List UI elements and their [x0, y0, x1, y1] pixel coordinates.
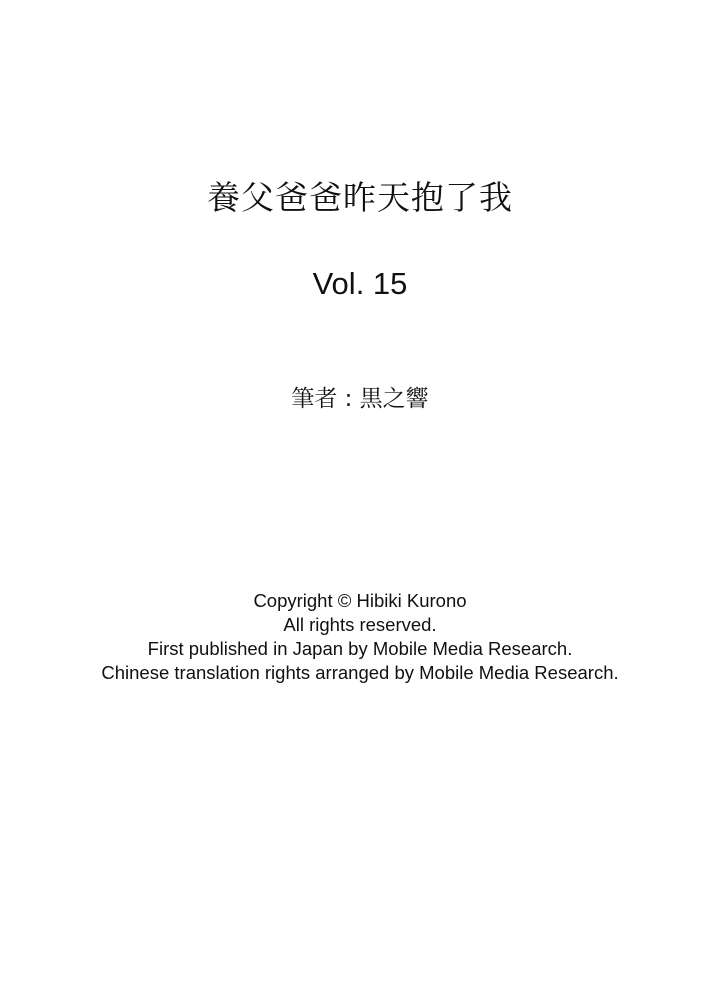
publication-line: First published in Japan by Mobile Media Research.: [147, 638, 573, 659]
copyright-notice: [0, 589, 720, 685]
author-credit: 筆者 : 黒之響: [291, 386, 429, 412]
translation-rights-line: Chinese translation rights arranged by Mobile Media Research.: [101, 662, 619, 683]
book-title: 養父爸爸昨天抱了我: [207, 178, 513, 217]
copyright-line: Copyright © Hibiki Kurono: [253, 590, 467, 611]
volume-number: Vol. 15: [312, 266, 408, 301]
rights-line: All rights reserved.: [283, 614, 437, 635]
